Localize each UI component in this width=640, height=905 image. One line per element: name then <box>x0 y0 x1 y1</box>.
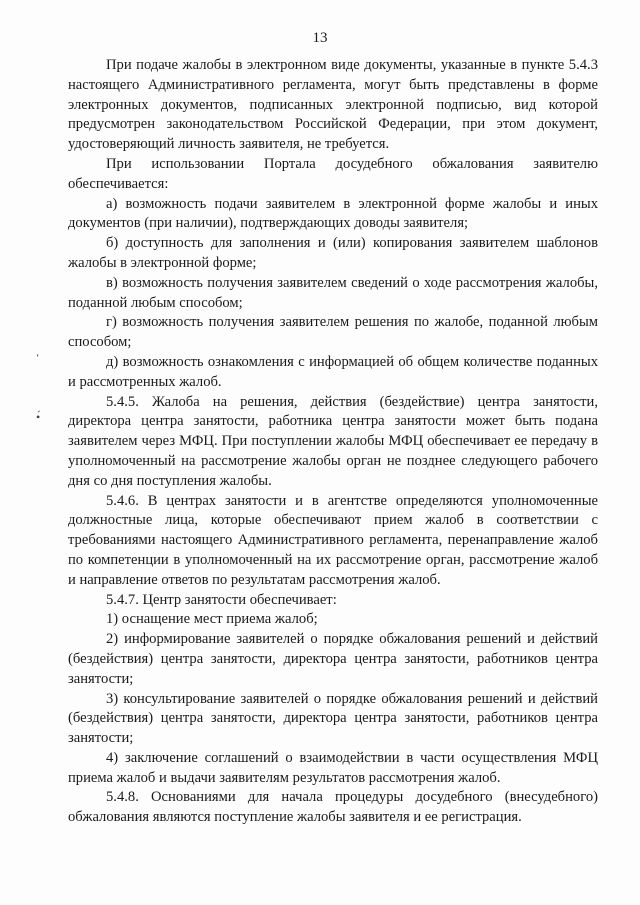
margin-mark: ʻ <box>36 353 40 364</box>
section-5-4-8: 5.4.8. Основаниями для начала процедуры досудебного (внесудебного) обжалования являются поступление жалобы заявителя и ее регистрация. <box>68 789 598 826</box>
section-5-4-7: 5.4.7. Центр занятости обеспечивает: <box>106 591 337 608</box>
list-item-d: д) возможность ознакомления с информацией об общем количестве поданных и рассмотренных жалоб. <box>68 353 598 390</box>
list-item-1: 1) оснащение мест приема жалоб; <box>106 611 318 628</box>
document-body <box>68 56 598 828</box>
section-5-4-5: 5.4.5. Жалоба на решения, действия (бездействие) центра занятости, директора центра занятости, работника центра занятости может быть подана заявителем через МФЦ. При поступлении жалобы МФЦ обеспечивает ее передачу в уполномоченный на рассмотрение жалобы орган не позднее следующего рабочего дня со дня поступления жалобы. <box>68 393 598 489</box>
list-item-4: 4) заключение соглашений о взаимодействии в части осуществления МФЦ приема жалоб и выдачи заявителям результатов рассмотрения жалоб. <box>68 749 598 786</box>
list-item-g: г) возможность получения заявителем решения по жалобе, поданной любым способом; <box>68 314 598 351</box>
list-item-v: в) возможность получения заявителем сведений о ходе рассмотрения жалобы, поданной любым способом; <box>68 274 598 311</box>
paragraph-electronic-documents: При подаче жалобы в электронном виде документы, указанные в пункте 5.4.3 настоящего Административного регламента, могут быть представлены в форме электронных документов, подписанных электронной подписью, вид которой предусмотрен законодательством Российской Федерации, при этом документ, удостоверяющий личность заявителя, не требуется. <box>68 57 598 153</box>
list-item-b: б) доступность для заполнения и (или) копирования заявителем шаблонов жалобы в электронной форме; <box>68 235 598 271</box>
list-item-a: а) возможность подачи заявителем в электронной форме жалобы и иных документов (при наличии), подтверждающих доводы заявителя; <box>68 195 598 232</box>
paragraph-portal-provides: При использовании Портала досудебного обжалования заявителю обеспечивается: <box>68 155 598 192</box>
section-5-4-6: 5.4.6. В центрах занятости и в агентстве определяются уполномоченные должностные лица, которые обеспечивают прием жалоб в соответствии с требованиями настоящего Административного регламента, перенаправление жалоб по компетенции в уполномоченный на их рассмотрение орган, рассмотрение жалоб и направление ответов по результатам рассмотрения жалоб. <box>68 492 598 588</box>
list-item-3: 3) консультирование заявителей о порядке обжалования решений и действий (бездействия) центра занятости, директора центра занятости, работников центра занятости; <box>68 690 598 747</box>
list-item-2: 2) информирование заявителей о порядке обжалования решений и действий (бездействия) центра занятости, директора центра занятости, работников центра занятости; <box>68 631 598 687</box>
margin-mark: •́ <box>36 410 41 424</box>
page-number: 13 <box>312 30 328 46</box>
